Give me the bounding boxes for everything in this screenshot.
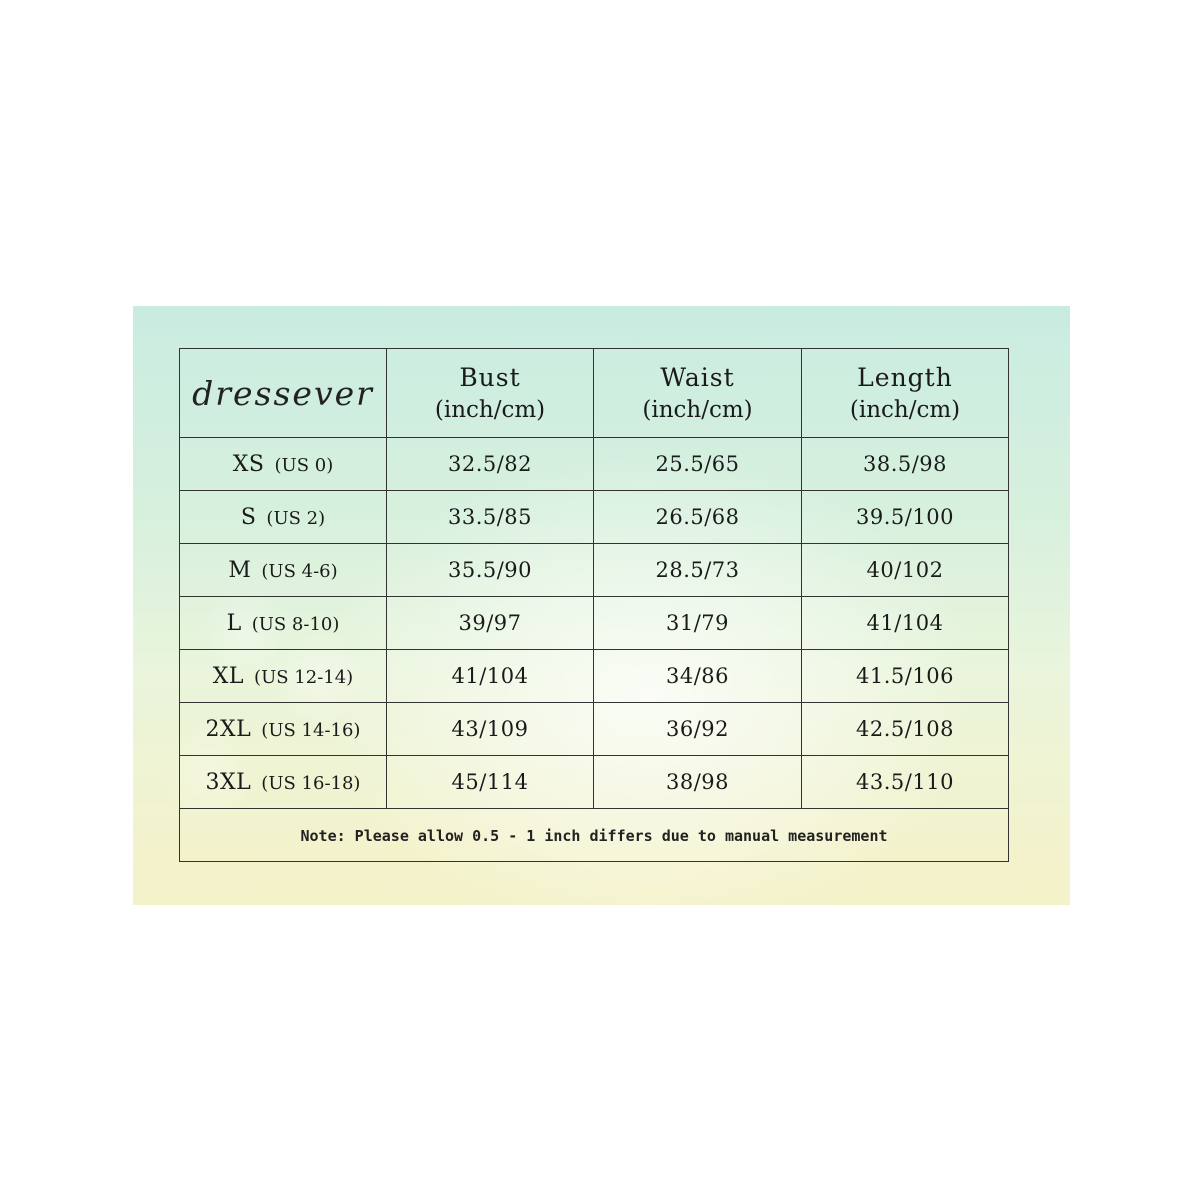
us-size: (US 2) [266,507,326,529]
bust-cell [387,650,594,703]
size-label: XS [232,451,265,477]
size-label: 3XL [205,769,252,795]
length-value: 43.5/110 [856,770,954,794]
bust-value: 32.5/82 [447,452,533,476]
size-label: XL [212,663,245,689]
size-label: L [226,610,242,636]
waist-value: 25.5/65 [655,452,740,476]
header-name: Waist [660,362,735,392]
us-size: (US 0) [274,454,334,476]
size-cell [180,544,387,597]
size-cell [180,756,387,809]
header-waist [594,349,802,438]
length-cell [802,650,1009,703]
us-size: (US 8-10) [251,613,340,635]
size-label: S [240,504,257,530]
length-cell [802,544,1009,597]
bust-value: 43/109 [451,717,529,741]
header-unit: (inch/cm) [434,396,546,423]
length-cell [802,491,1009,544]
waist-cell [594,650,802,703]
header-row [180,349,1009,438]
us-size: (US 14-16) [261,719,361,741]
header-unit: (inch/cm) [849,396,961,423]
header-length [802,349,1009,438]
size-cell [180,703,387,756]
brand-cell [180,349,387,438]
waist-cell [594,544,802,597]
bust-value: 41/104 [451,664,529,688]
length-value: 41.5/106 [856,664,954,688]
size-cell [180,650,387,703]
bust-cell [387,491,594,544]
measurement-note: Note: Please allow 0.5 - 1 inch differs due to manual measurement [300,826,888,845]
bust-cell [387,703,594,756]
us-size: (US 4-6) [261,560,338,582]
size-label: M [228,557,252,583]
bust-cell [387,544,594,597]
header-unit: (inch/cm) [642,396,753,423]
waist-value: 28.5/73 [655,558,740,582]
waist-cell [594,597,802,650]
length-value: 40/102 [866,558,944,582]
bust-value: 35.5/90 [447,558,533,582]
header-name: Length [857,362,953,392]
bust-value: 45/114 [451,770,529,794]
length-value: 39.5/100 [856,505,954,529]
table-row [180,544,1009,597]
size-cell [180,491,387,544]
size-chart-card [133,306,1070,905]
size-chart-table [179,348,1009,862]
brand-logo-text: dressever [192,373,374,413]
length-value: 38.5/98 [862,452,948,476]
size-cell [180,597,387,650]
waist-value: 38/98 [665,770,730,794]
bust-cell [387,756,594,809]
note-row [180,809,1009,862]
length-cell [802,703,1009,756]
us-size: (US 16-18) [261,772,361,794]
size-cell [180,438,387,491]
bust-cell [387,438,594,491]
note-cell [180,809,1009,862]
waist-cell [594,438,802,491]
table-row [180,756,1009,809]
size-label: 2XL [205,716,252,742]
length-value: 42.5/108 [856,717,954,741]
waist-cell [594,491,802,544]
table-row [180,703,1009,756]
bust-value: 33.5/85 [447,505,533,529]
waist-cell [594,703,802,756]
length-value: 41/104 [866,611,944,635]
waist-cell [594,756,802,809]
us-size: (US 12-14) [254,666,354,688]
waist-value: 26.5/68 [655,505,740,529]
waist-value: 34/86 [665,664,730,688]
header-bust [387,349,594,438]
table-row [180,438,1009,491]
table-row [180,650,1009,703]
length-cell [802,438,1009,491]
length-cell [802,756,1009,809]
waist-value: 36/92 [665,717,730,741]
length-cell [802,597,1009,650]
bust-value: 39/97 [458,611,522,635]
table-row [180,491,1009,544]
waist-value: 31/79 [665,611,730,635]
table-row [180,597,1009,650]
bust-cell [387,597,594,650]
header-name: Bust [459,362,521,392]
